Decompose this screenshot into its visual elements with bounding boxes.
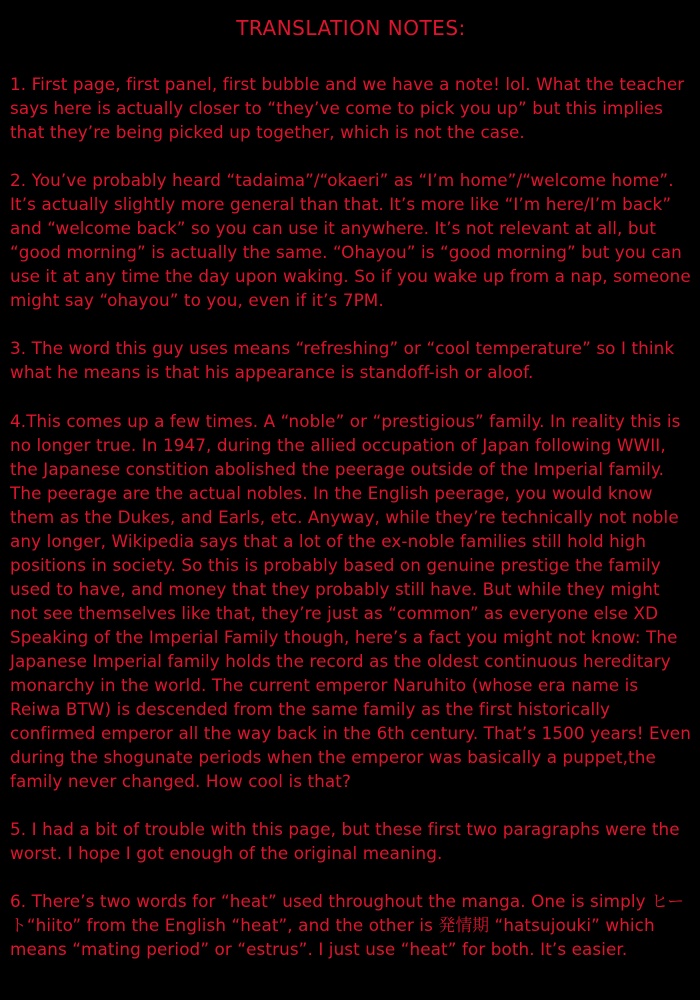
page-title: TRANSLATION NOTES: [236, 16, 466, 40]
note-1: 1. First page, first panel, first bubble and we have a note! lol. What the teacher says here is actually closer to “they’ve come to pick you up” but this implies that they’re being picked up together, which is not the case. [10, 74, 685, 142]
note-6: 6. There’s two words for “heat” used throughout the manga. One is simply ヒート“hiito” from the English “heat”, and the other is 発情期 “hatsujouki” which means “mating period” or “estrus”. I just use “heat” for both. It’s easier. [10, 891, 685, 959]
note-5: 5. I had a bit of trouble with this page, but these first two paragraphs were the worst. I hope I got enough of the original meaning. [10, 819, 680, 863]
note-2: 2. You’ve probably heard “tadaima”/“okaeri” as “I’m home”/“welcome home”. It’s actually slightly more general than that. It’s more like “I’m here/I’m back” and “welcome back” so you can use it anywhere. It’s not relevant at all, but “good morning” is actually the same. “Ohayou” is “good morning” but you can use it at any time the day upon waking. So if you wake up from a nap, someone might say “ohayou” to you, even if it’s 7PM. [10, 170, 691, 310]
note-3: 3. The word this guy uses means “refreshing” or “cool temperature” so I think what he means is that his appearance is standoff-ish or aloof. [10, 338, 675, 382]
note-4: 4.This comes up a few times. A “noble” or “prestigious” family. In reality this is no longer true. In 1947, during the allied occupation of Japan following WWII, the Japanese constition abolished the peerage outside of the Imperial family. The peerage are the actual nobles. In the English peerage, you would know them as the Dukes, and Earls, etc. Anyway, while they’re technically not noble any longer, Wikipedia says that a lot of the ex-noble families still hold high positions in society. So this is probably based on genuine prestige the family used to have, and money that they probably still have. But while they might not see themselves like that, they’re just as “common” as everyone else XD Speaking of the Imperial Family though, here’s a fact you might not know: The Japanese Imperial family holds the record as the oldest continuous hereditary monarchy in the world. The current emperor Naruhito (whose era name is Reiwa BTW) is descended from the same family as the first historically confirmed emperor all the way back in the 6th century. That’s 1500 years! Even during the shogunate periods when the emperor was basically a puppet,the family never changed. How cool is that? [10, 411, 691, 791]
